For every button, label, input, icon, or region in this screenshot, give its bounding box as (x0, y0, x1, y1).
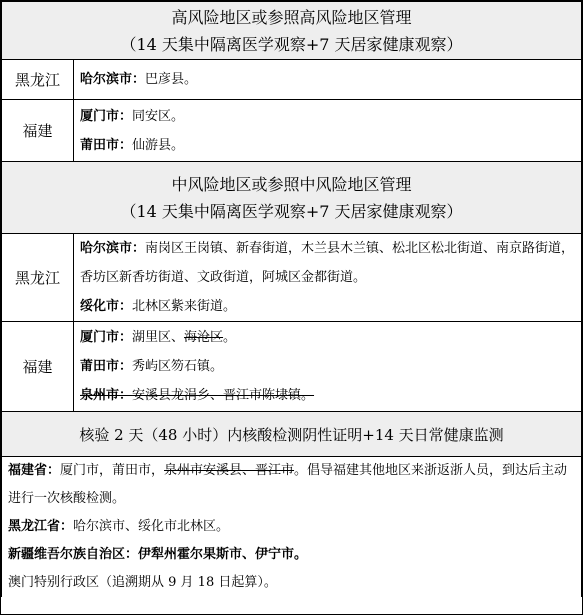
area-line (80, 234, 575, 292)
province-label: 新疆维吾尔族自治区： (8, 547, 139, 562)
paragraph-tail: 。倡导福建其他地区来浙返浙人员，到达后主动进行一次核酸检测。 (8, 463, 568, 506)
area-text: 北林区紫来街道。 (132, 299, 237, 314)
area-cell (74, 234, 582, 322)
section3-title: 核验 2 天（48 小时）内核酸检测阴性证明+14 天日常健康监测 (2, 412, 582, 457)
section2-title: 中风险地区或参照中风险地区管理 (171, 174, 412, 194)
province-cell: 黑龙江 (2, 60, 74, 100)
section1-subtitle: （14 天集中隔离医学观察+7 天居家健康观察） (120, 34, 463, 54)
area-line (80, 352, 575, 381)
city-label: 厦门市： (80, 330, 133, 345)
section3-body (2, 457, 582, 598)
xinjiang-paragraph (8, 541, 575, 569)
area-line (80, 292, 575, 321)
section1-header (2, 2, 582, 60)
section2-row-heilongjiang (2, 234, 582, 322)
section1-title: 高风险地区或参照高风险地区管理 (171, 7, 412, 27)
province-label: 福建省： (8, 463, 61, 478)
struck-area-text: 泉州市安溪县、晋江市 (164, 463, 295, 478)
province-cell: 福建 (2, 100, 74, 162)
area-cell (74, 60, 582, 100)
area-text: 同安区。 (132, 108, 185, 124)
city-label: 哈尔滨市： (80, 72, 146, 87)
paragraph-text: 厦门市，莆田市， (60, 463, 165, 478)
city-label: 哈尔滨市： (80, 241, 146, 256)
section3-header-row (2, 412, 582, 457)
section2-header (2, 162, 582, 234)
section2-row-fujian (2, 322, 582, 412)
area-line-struck (80, 381, 575, 410)
city-label: 莆田市： (80, 359, 133, 374)
section2-header-row (2, 162, 582, 234)
area-tail: 。 (223, 330, 237, 345)
city-label: 莆田市： (80, 137, 133, 153)
city-label: 绥化市： (80, 299, 133, 314)
section1-header-row (2, 2, 582, 60)
area-cell (74, 322, 582, 412)
heilongjiang-paragraph (8, 513, 575, 541)
city-label: 泉州市： (80, 388, 133, 403)
province-label: 黑龙江省： (8, 519, 74, 534)
paragraph-text: 澳门特别行政区（追溯期从 9 月 18 日起算）。 (8, 575, 277, 590)
risk-area-table (1, 1, 582, 597)
struck-area-text: 安溪县龙涓乡、晋江市陈埭镇。 (132, 388, 315, 403)
section1-row-heilongjiang (2, 60, 582, 100)
area-text: 秀屿区笏石镇。 (132, 359, 224, 374)
area-text: 仙游县。 (132, 137, 185, 153)
city-label: 厦门市： (80, 108, 133, 124)
area-line (80, 131, 575, 160)
section1-row-fujian (2, 100, 582, 162)
province-cell: 黑龙江 (2, 234, 74, 322)
area-line (80, 323, 575, 352)
paragraph-text: 伊犁州霍尔果斯市、伊宁市。 (138, 547, 308, 562)
struck-area-text: 海沧区 (184, 330, 224, 345)
macao-paragraph (8, 569, 575, 597)
area-line (80, 102, 575, 131)
area-text: 湖里区、 (132, 330, 185, 345)
section2-subtitle: （14 天集中隔离医学观察+7 天居家健康观察） (120, 201, 463, 221)
area-text: 南岗区王岗镇、新春街道，木兰县木兰镇、松北区松北街道、南京路街道，香坊区新香坊街道、文政街道，阿城区金都街道。 (80, 241, 575, 285)
province-cell: 福建 (2, 322, 74, 412)
paragraph-text: 哈尔滨市、绥化市北林区。 (73, 519, 230, 534)
section3-body-row (2, 457, 582, 598)
fujian-paragraph (8, 457, 575, 513)
area-text: 巴彦县。 (145, 72, 198, 87)
area-cell (74, 100, 582, 162)
